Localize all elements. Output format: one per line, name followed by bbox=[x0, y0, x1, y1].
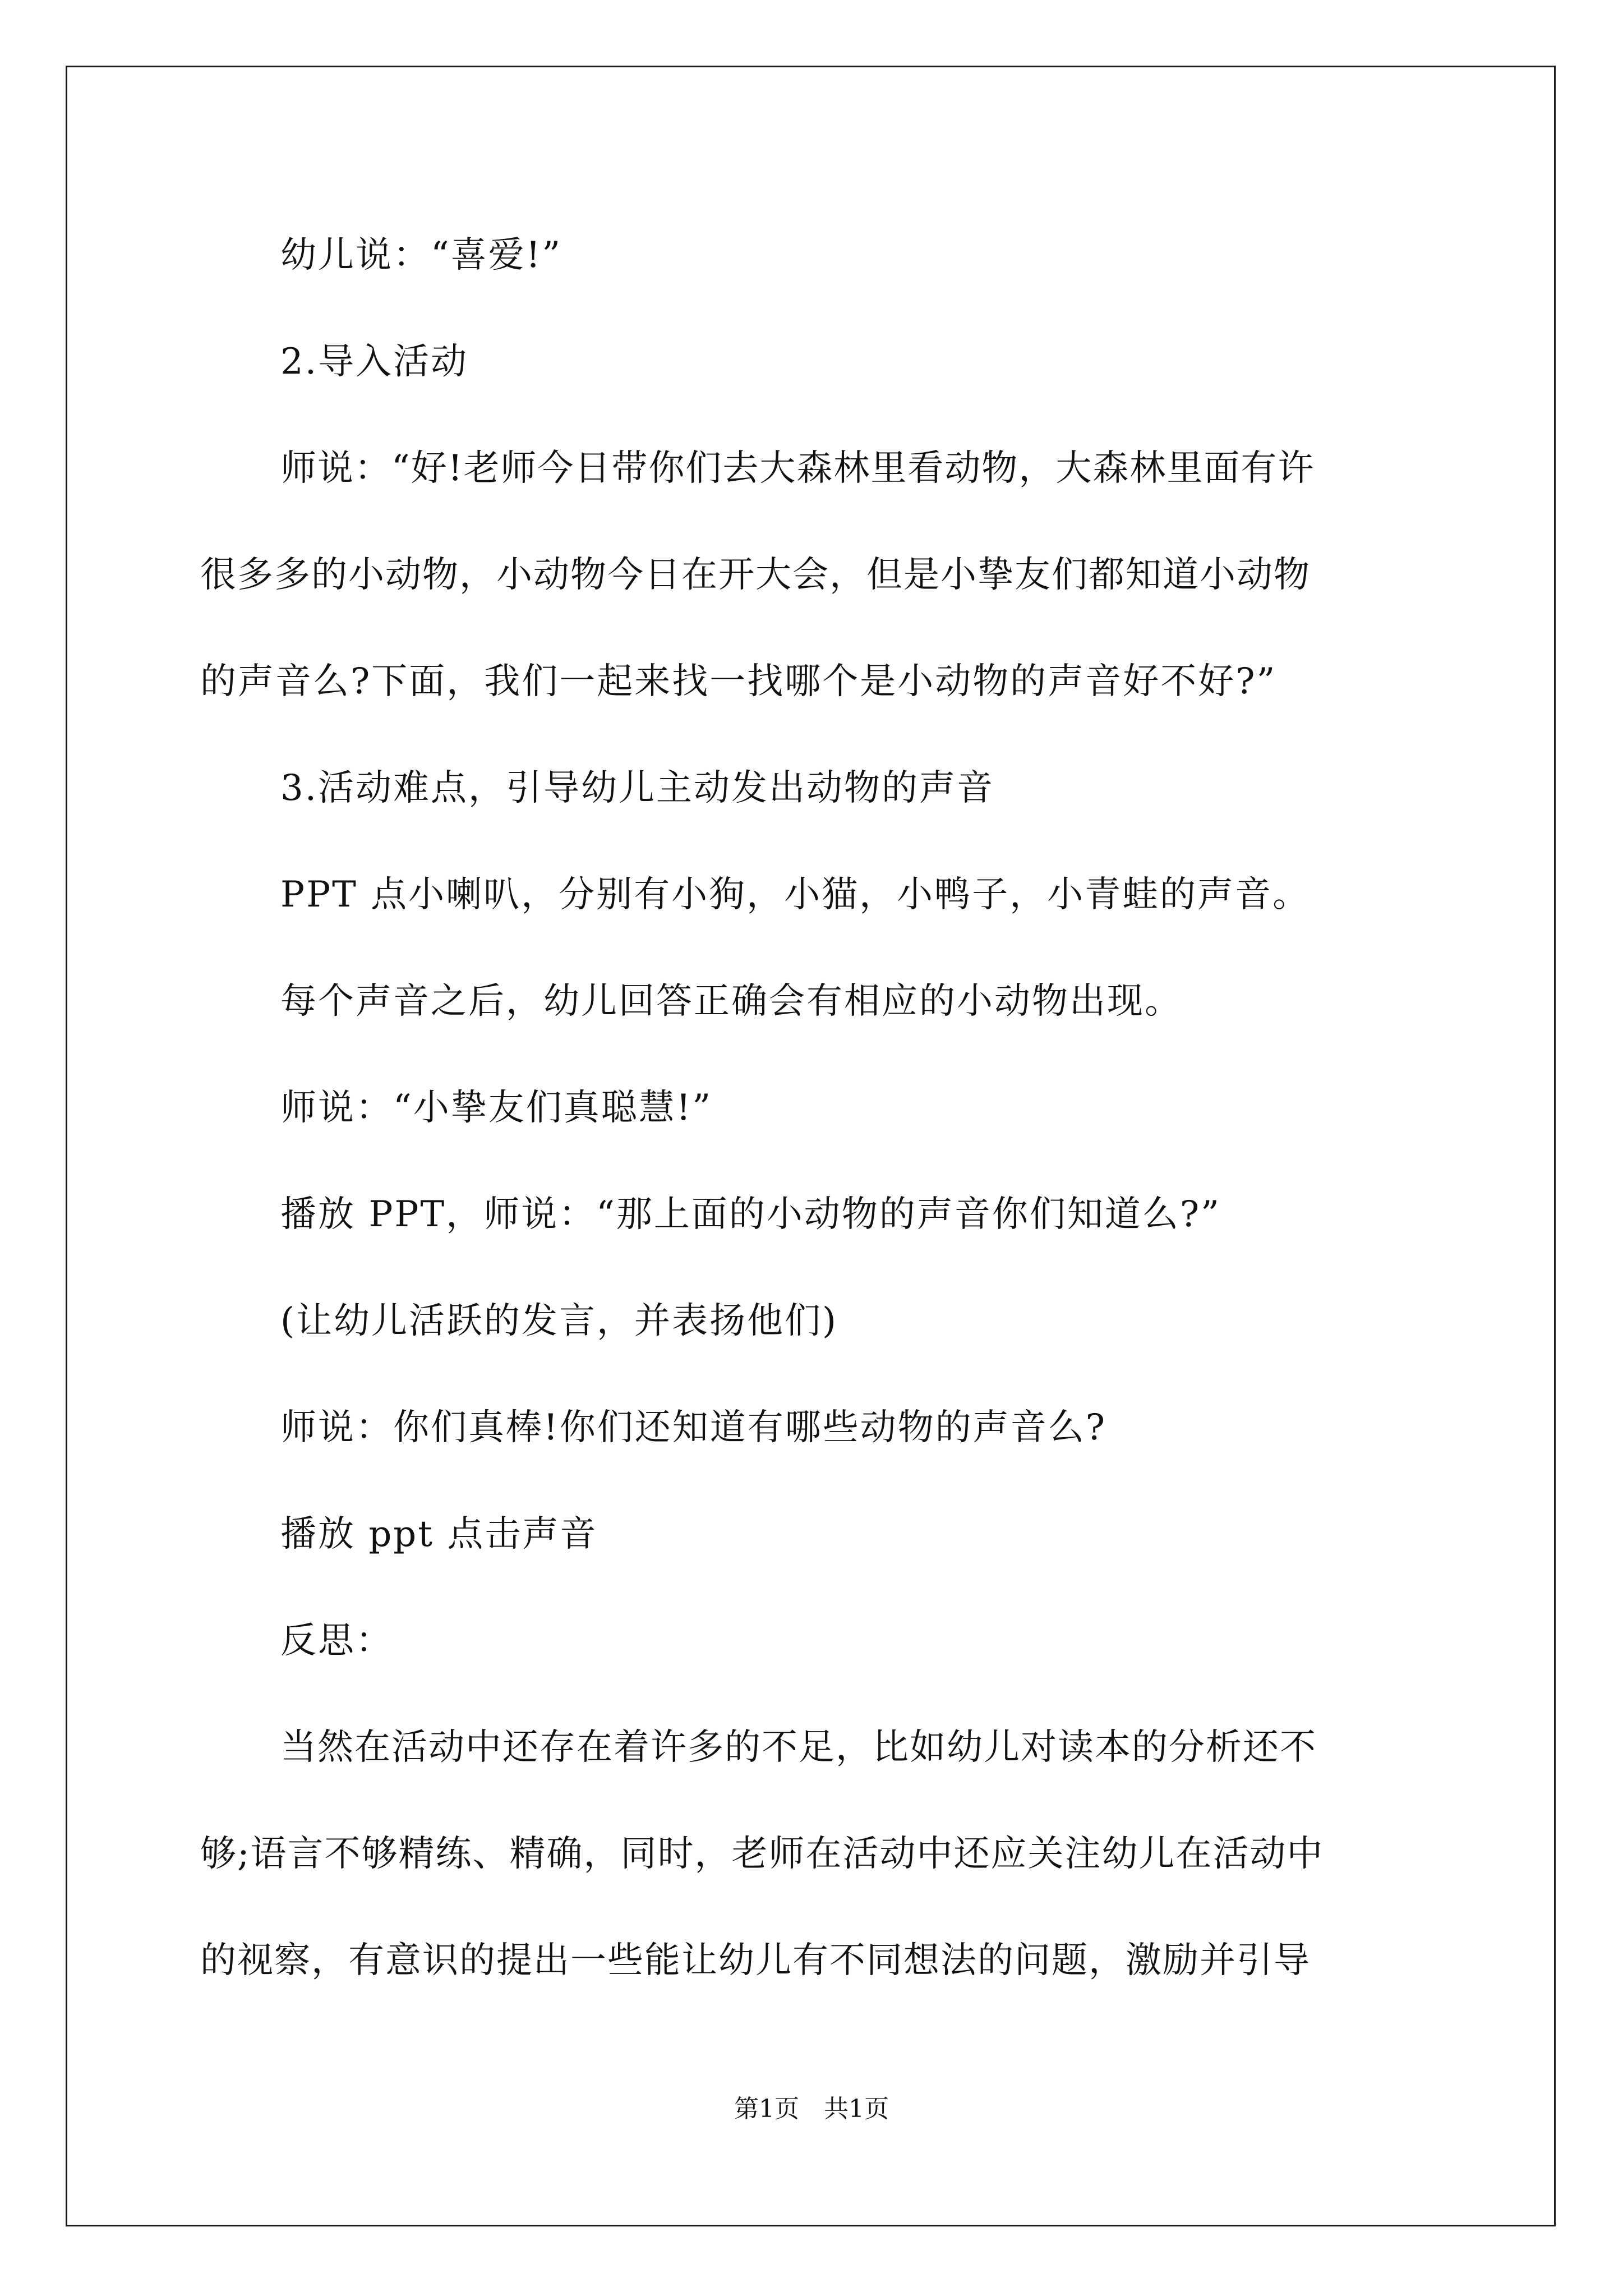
paragraph-line: (让幼儿活跃的发言，并表扬他们) bbox=[280, 1300, 838, 1342]
paragraph-line: 当然在活动中还存在着许多的不足，比如幼儿对读本的分析还不 bbox=[280, 1727, 1317, 1768]
paragraph-line: 播放 PPT，师说：“那上面的小动物的声音你们知道么?” bbox=[280, 1194, 1221, 1235]
section-heading: 2.导入活动 bbox=[280, 341, 469, 383]
paragraph-line: 师说：“小挚友们真聪慧!” bbox=[280, 1087, 713, 1129]
paragraph-line: 师说：你们真棒!你们还知道有哪些动物的声音么? bbox=[280, 1407, 1107, 1448]
paragraph-line: PPT 点小喇叭，分别有小狗，小猫，小鸭子，小青蛙的声音。 bbox=[280, 874, 1311, 915]
paragraph-line: 的声音么?下面，我们一起来找一找哪个是小动物的声音好不好?” bbox=[200, 661, 1277, 702]
paragraph-line: 幼儿说：“喜爱!” bbox=[280, 234, 562, 276]
paragraph-line: 很多多的小动物，小动物今日在开大会，但是小挚友们都知道小动物 bbox=[200, 554, 1311, 596]
paragraph-line: 够;语言不够精练、精确，同时，老师在活动中还应关注幼儿在活动中 bbox=[200, 1833, 1324, 1875]
paragraph-line: 播放 ppt 点击声音 bbox=[280, 1513, 598, 1555]
paragraph-line: 师说：“好!老师今日带你们去大森林里看动物，大森林里面有许 bbox=[280, 448, 1315, 489]
section-heading: 3.活动难点，引导幼儿主动发出动物的声音 bbox=[280, 767, 995, 809]
page-border bbox=[66, 66, 1556, 2226]
paragraph-line: 的视察，有意识的提出一些能让幼儿有不同想法的问题，激励并引导 bbox=[200, 1940, 1311, 1981]
paragraph-line: 每个声音之后，幼儿回答正确会有相应的小动物出现。 bbox=[280, 981, 1182, 1022]
page-number-footer: 第1页 共1页 bbox=[734, 2095, 889, 2123]
section-heading: 反思： bbox=[280, 1620, 393, 1662]
